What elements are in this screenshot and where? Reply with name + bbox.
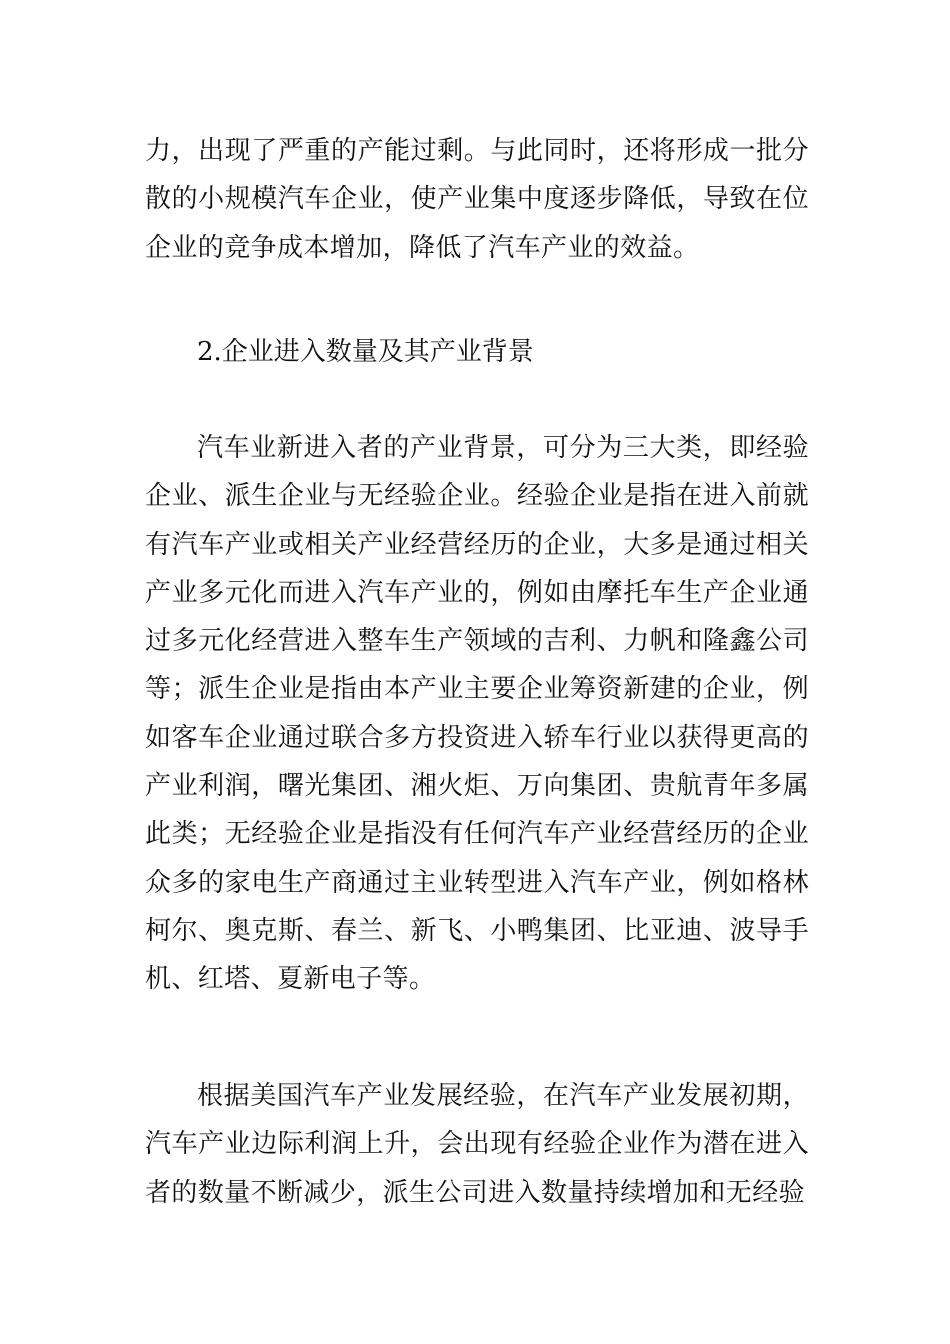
- paragraph-industry-background: 汽车业新进入者的产业背景，可分为三大类，即经验企业、派生企业与无经验企业。经验企业是指在进入前就有汽车产业或相关产业经营经历的企业，大多是通过相关产业多元化而进入汽车产业的，例如由摩托车生产企业通过多元化经营进入整车生产领域的吉利、力帆和隆鑫公司等；派生企业是指由本产业主要企业筹资新建的企业，例如客车企业通过联合多方投资进入轿车行业以获得更高的产业利润，曙光集团、湘火炬、万向集团、贵航青年多属此类；无经验企业是指没有任何汽车产业经营经历的企业众多的家电生产商通过主业转型进入汽车产业，例如格林柯尔、奥克斯、春兰、新飞、小鸭集团、比亚迪、波导手机、红塔、夏新电子等。: [145, 433, 809, 995]
- paragraph-us-experience: 根据美国汽车产业发展经验，在汽车产业发展初期，汽车产业边际利润上升，会出现有经验企业作为潜在进入者的数量不断减少，派生公司进入数量持续增加和无经验: [145, 1081, 809, 1208]
- paragraph-continuation: 力，出现了严重的产能过剩。与此同时，还将形成一批分散的小规模汽车企业，使产业集中度逐步降低，导致在位企业的竞争成本增加，降低了汽车产业的效益。: [145, 136, 809, 263]
- section-heading: 2.企业进入数量及其产业背景: [197, 337, 534, 367]
